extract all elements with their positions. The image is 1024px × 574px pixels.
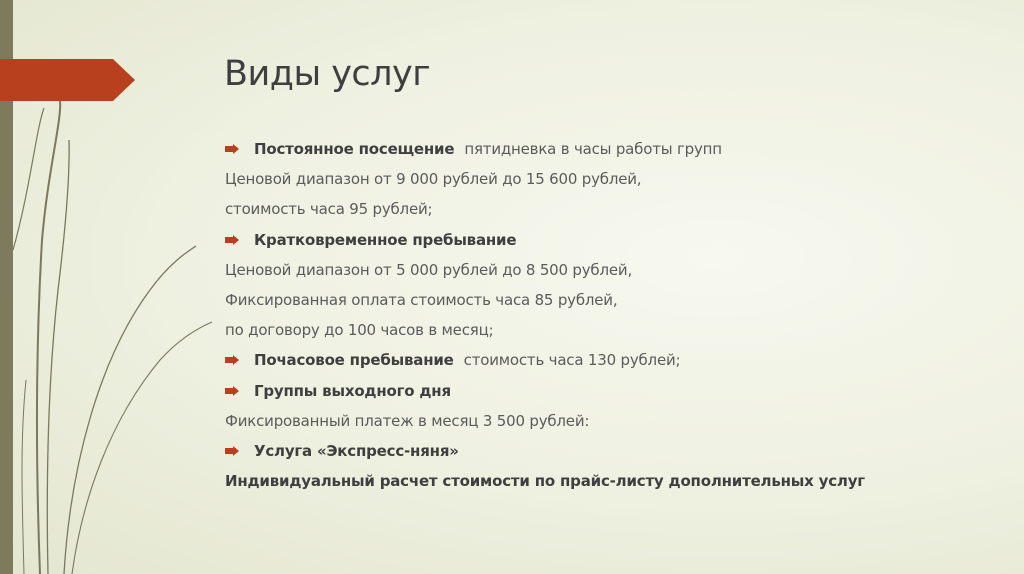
list-item: [225, 376, 1005, 406]
text-line: по договору до 100 часов в месяц;: [225, 321, 494, 340]
text-line-bold: Индивидуальный расчет стоимости по прайс-листу дополнительных услуг: [225, 472, 865, 491]
arrow-bullet-icon: [225, 386, 239, 396]
list-item: [225, 225, 1005, 255]
arrow-bullet-icon: [225, 235, 239, 245]
arrow-bullet-icon: [225, 446, 239, 456]
text-line: Фиксированный платеж в месяц 3 500 рублей:: [225, 411, 590, 430]
list-item: [225, 345, 1005, 375]
item-heading: Группы выходного дня: [254, 381, 451, 400]
title-arrow-shape: [0, 59, 135, 101]
item-heading: Услуга «Экспресс-няня»: [254, 441, 459, 460]
text-line: стоимость часа 95 рублей;: [225, 200, 433, 219]
list-item: [225, 134, 1005, 164]
arrow-bullet-icon: [225, 144, 239, 154]
text-line: Фиксированная оплата стоимость часа 85 рублей,: [225, 290, 618, 309]
arrow-bullet-icon: [225, 355, 239, 365]
text-line: Ценовой диапазон от 5 000 рублей до 8 500 рублей,: [225, 260, 633, 279]
list-item: [225, 436, 1005, 466]
slide-title: Виды услуг: [224, 54, 431, 94]
item-heading: Постоянное посещение: [254, 140, 455, 158]
item-heading: Почасовое пребывание: [254, 351, 454, 370]
text-line: Ценовой диапазон от 9 000 рублей до 15 600 рублей,: [225, 170, 642, 189]
item-text: стоимость часа 130 рублей;: [463, 351, 681, 370]
slide-content: [225, 134, 1005, 496]
item-heading: Кратковременное пребывание: [254, 230, 517, 249]
item-text: пятидневка в часы работы групп: [464, 140, 722, 158]
